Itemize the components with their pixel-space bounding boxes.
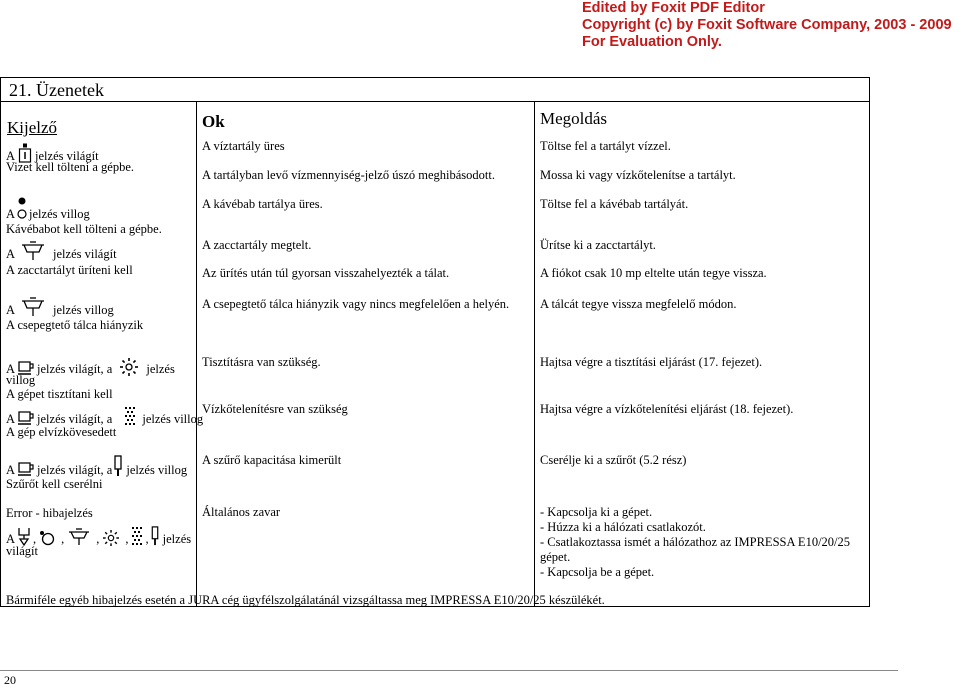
filter-icon: [151, 534, 159, 546]
bottom-note: Bármiféle egyéb hibajelzés esetén a JURA cég ügyfélszolgálatánál vizsgáltassa meg IMPRESSA E10/20/25 készülékét.: [6, 593, 605, 607]
row7-display-line2: Szűrőt kell cserélni: [6, 477, 103, 491]
column-divider-1: [196, 101, 197, 607]
cup-icon: [18, 410, 34, 426]
row6-display-line2: A gép elvízkövesedett: [6, 425, 117, 439]
row4-display-line2: A csepegtető tálca hiányzik: [6, 318, 144, 332]
header-cause: Ok: [202, 112, 225, 131]
row8-solution-5: - Kapcsolja be a gépet.: [540, 565, 655, 579]
column-divider-2: [534, 101, 535, 607]
descale-icon: [124, 412, 136, 426]
row7-display-line1: A jelzés világít, a jelzés villog: [6, 461, 187, 478]
footer-rule: [0, 670, 898, 671]
page-number: 20: [4, 673, 16, 687]
row3-cause-1: A zacctartály megtelt.: [202, 238, 312, 252]
row1-display-line2: Vizet kell tölteni a gépbe.: [6, 160, 135, 174]
row5-display-line3: A gépet tisztítani kell: [6, 387, 113, 401]
descale-icon: [131, 534, 143, 546]
section-title: 21. Üzenetek: [0, 77, 870, 101]
row4-cause-1: A csepegtető tálca hiányzik vagy nincs megfelelően a helyén.: [202, 297, 510, 311]
watermark-line-2: Copyright (c) by Foxit Software Company, 2003 - 2009: [582, 17, 952, 33]
row5-display-line2: villog: [6, 373, 36, 387]
row8-display-line3: világít: [6, 544, 38, 558]
row6-display-line1: A jelzés világít, a jelzés villog: [6, 410, 203, 427]
row6-cause-1: Vízkőtelenítésre van szükség: [202, 402, 348, 416]
row4-display-line1: A jelzés villog: [6, 303, 114, 317]
row5-solution-1: Hajtsa végre a tisztítási eljárást (17. fejezet).: [540, 355, 763, 369]
row3-solution-1: Ürítse ki a zacctartályt.: [540, 238, 656, 252]
drip-tray-icon: [21, 305, 45, 317]
row2-cause-1: A kávébab tartálya üres.: [202, 197, 323, 211]
coffee-bean-icon: [39, 530, 55, 546]
clean-icon: [120, 358, 138, 376]
filter-icon: [114, 463, 122, 477]
row8-solution-1: - Kapcsolja ki a gépet.: [540, 505, 653, 519]
row3-solution-2: A fiókot csak 10 mp eltelte után tegye vissza.: [540, 266, 767, 280]
row1-solution-1: Töltse fel a tartályt vízzel.: [540, 139, 671, 153]
watermark-line-1: Edited by Foxit PDF Editor: [582, 0, 765, 16]
row2-solution-1: Töltse fel a kávébab tartályát.: [540, 197, 689, 211]
row8-solution-3: - Csatlakoztassa ismét a hálózathoz az IMPRESSA E10/20/25: [540, 535, 851, 549]
row4-solution-1: A tálcát tegye vissza megfelelő módon.: [540, 297, 737, 311]
watermark: [582, 0, 959, 51]
row3-cause-2: Az ürítés után túl gyorsan visszahelyezték a tálat.: [202, 266, 450, 280]
row8-display-line1: Error - hibajelzés: [6, 506, 93, 520]
row8-cause-1: Általános zavar: [202, 505, 281, 519]
row1-solution-2: Mossa ki vagy vízkőtelenítse a tartályt.: [540, 168, 736, 182]
row3-display-line2: A zacctartályt üríteni kell: [6, 263, 133, 277]
row2-display-line2: Kávébabot kell tölteni a gépbe.: [6, 222, 162, 236]
row3-display-line1: A jelzés világít: [6, 247, 117, 261]
header-display: Kijelző: [7, 118, 58, 137]
row2-display-line1: A jelzés villog: [6, 207, 90, 222]
row7-solution-1: Cserélje ki a szűrőt (5.2 rész): [540, 453, 687, 467]
row6-solution-1: Hajtsa végre a vízkőtelenítési eljárást (18. fejezet).: [540, 402, 794, 416]
row5-cause-1: Tisztításra van szükség.: [202, 355, 321, 369]
grounds-container-icon: [21, 249, 45, 261]
coffee-bean-icon: [17, 207, 27, 221]
row1-display-line1: A jelzés világít: [6, 143, 99, 164]
row1-cause-1: A víztartály üres: [202, 139, 285, 153]
row8-display-line2: A , , , , , jelzés: [6, 530, 191, 547]
row7-cause-1: A szűrő kapacitása kimerült: [202, 453, 342, 467]
row5-display-line1: A jelzés világít, a jelzés: [6, 358, 175, 377]
row8-solution-4: gépet.: [540, 550, 571, 564]
clean-icon: [103, 530, 119, 546]
header-solution: Megoldás: [540, 109, 608, 128]
cup-icon: [18, 461, 34, 477]
row8-solution-2: - Húzza ki a hálózati csatlakozót.: [540, 520, 706, 534]
grounds-container-icon: [68, 534, 90, 546]
watermark-line-3: For Evaluation Only.: [582, 34, 722, 50]
row1-cause-2: A tartályban levő vízmennyiség-jelző úszó meghibásodott.: [202, 168, 495, 182]
